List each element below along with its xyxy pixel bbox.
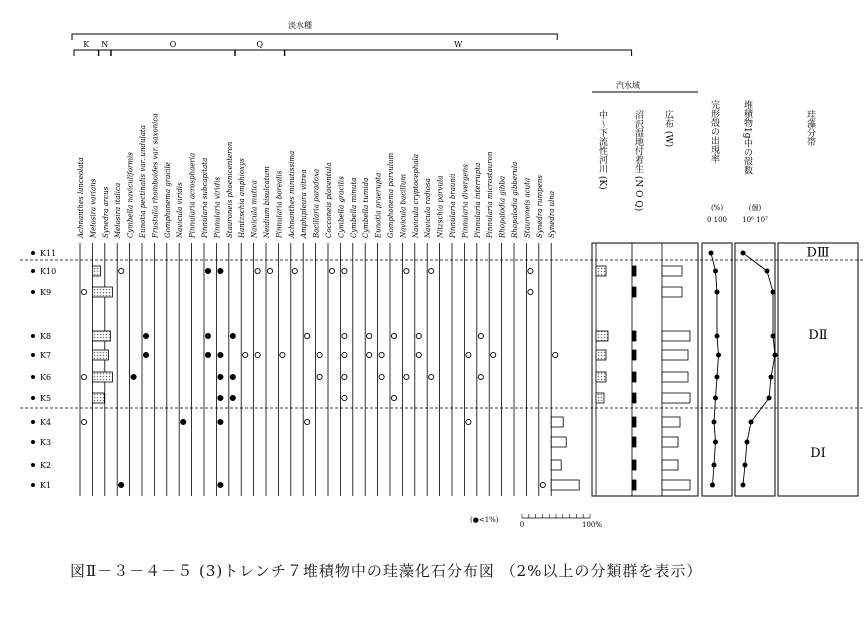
brackish-bar (596, 372, 606, 382)
taxon-label: Cymbella gracilis (337, 176, 346, 238)
brackish-bar (632, 460, 636, 470)
figure-caption: 図Ⅱ－３－４－５ (3)トレンチ７堆積物中の珪藻化石分布図 （2%以上の分類群を表示） (70, 562, 703, 580)
group-bracket (99, 50, 111, 56)
brackish-bar (632, 266, 636, 276)
rare-dot (181, 419, 186, 424)
dot-marker (553, 352, 558, 357)
line-point (713, 440, 718, 445)
dot-marker (342, 352, 347, 357)
abundance-bar (551, 437, 566, 447)
dot-marker (391, 395, 396, 400)
line-chart-unit: (個) (748, 204, 762, 212)
line-point (715, 334, 720, 339)
line-point (771, 334, 776, 339)
dot-marker (466, 352, 471, 357)
abundance-bar (92, 287, 112, 297)
taxon-label: Synedra ulna (548, 190, 557, 238)
group-label: Q (256, 40, 264, 49)
dot-marker (416, 352, 421, 357)
dot-marker (379, 352, 384, 357)
zone-label: DⅠ (810, 446, 826, 461)
line-chart-unit: (%) (710, 204, 724, 212)
brackish-bar (632, 331, 636, 341)
group-label: K (83, 40, 90, 49)
line-point (716, 353, 721, 358)
line-chart-frame (702, 243, 732, 496)
rare-dot (205, 352, 210, 357)
taxon-label: Hantzschia amphioxys (238, 158, 247, 238)
rare-dot (218, 419, 223, 424)
brackish-bar (632, 393, 636, 403)
dot-marker (255, 268, 260, 273)
taxon-label: Melosira varians (89, 178, 98, 238)
brackish-bar (662, 350, 688, 360)
rare-dot (218, 374, 223, 379)
abundance-bar (551, 480, 579, 490)
taxon-label: Bacillaria paradoxa (312, 168, 321, 238)
taxon-label: Melosira italica (114, 182, 123, 238)
brackish-bar (596, 266, 606, 276)
taxon-label: Eunotia praerupta (374, 172, 383, 238)
line-point (771, 290, 776, 295)
sample-label: K2 (40, 461, 52, 470)
dot-marker (317, 352, 322, 357)
abundance-bar (92, 372, 112, 382)
group-bracket (285, 50, 632, 56)
dot-marker (81, 419, 86, 424)
zone-label: DⅡ (808, 328, 828, 343)
taxon-label: Rhopalodia gibba (498, 175, 507, 238)
taxon-label: Cocconeis placentula (325, 162, 333, 238)
sample-dot (31, 353, 35, 357)
taxon-label: Cymbella tumida (362, 177, 371, 238)
line-point (741, 483, 746, 488)
brackish-bar (596, 393, 604, 403)
dot-marker (379, 374, 384, 379)
brackish-bar (662, 460, 678, 470)
rare-dot (143, 333, 148, 338)
taxon-label: Navicula viridis (176, 182, 185, 238)
taxon-label: Synedra arcus (101, 186, 110, 238)
sample-dot (31, 420, 35, 424)
sample-dot (31, 396, 35, 400)
sample-label: K6 (40, 373, 52, 382)
brackish-bar (632, 480, 636, 490)
taxon-label: Navicula mutica (250, 180, 259, 238)
line-point (713, 269, 718, 274)
rare-dot (218, 268, 223, 273)
rare-dot (230, 333, 235, 338)
line-point (769, 375, 774, 380)
dot-marker (478, 333, 483, 338)
taxon-label: Achnanthes lanceolata (77, 157, 85, 238)
line-point (765, 269, 770, 274)
taxon-label: Gomphonema gracile (163, 162, 172, 238)
sample-label: K10 (40, 267, 57, 276)
sample-label: K8 (40, 332, 52, 341)
group-label: W (454, 40, 463, 49)
taxon-label: Frustulia rhomboides var. saxonica (151, 113, 160, 238)
dot-marker (528, 268, 533, 273)
line-point (749, 420, 754, 425)
taxon-label: Achnanthes minutissima (287, 150, 296, 238)
brackish-panel (592, 243, 698, 496)
dot-marker (267, 268, 272, 273)
taxon-label: Pinnularia borealis (275, 170, 284, 238)
brackish-column-label: 広布 (W) (663, 110, 673, 148)
brackish-bar (662, 480, 690, 490)
brackish-bar (662, 372, 688, 382)
taxon-label: Stauroneis acuta (523, 177, 532, 238)
brackish-bar (596, 331, 608, 341)
taxon-label: Pinnularia acrosphaeria (188, 152, 197, 238)
sample-dot (31, 269, 35, 273)
sample-label: K3 (40, 438, 52, 447)
taxon-label: Synedra rumpens (535, 175, 544, 238)
sample-dot (31, 251, 35, 255)
abundance-bar (551, 417, 563, 427)
brackish-bar (662, 393, 690, 403)
sample-label: K4 (40, 418, 52, 427)
abundance-bar (92, 266, 100, 276)
taxon-label: Neidium bisulcatum (263, 166, 271, 238)
dot-marker (342, 395, 347, 400)
line-point (715, 375, 720, 380)
dot-marker (367, 333, 372, 338)
brackish-bar (662, 417, 680, 427)
abundance-bar (92, 393, 104, 403)
line-point (745, 440, 750, 445)
brackish-bar (662, 437, 678, 447)
group-bracket (235, 50, 284, 56)
dot-marker (243, 352, 248, 357)
line-point (709, 251, 714, 256)
sample-dot (31, 334, 35, 338)
dot-marker (478, 374, 483, 379)
line-series (743, 253, 775, 485)
taxon-label: Pinnularia viridis (213, 177, 222, 238)
rare-dot (205, 268, 210, 273)
zone-label: DⅢ (806, 245, 830, 261)
taxon-label: Rhopalodia gibberula (511, 161, 519, 238)
dot-marker (367, 352, 372, 357)
scale-end: 100% (582, 521, 603, 529)
line-series (711, 253, 719, 485)
taxon-label: Pinnularia braunii (449, 173, 457, 238)
dot-marker (305, 419, 310, 424)
brackish-bar (632, 417, 636, 427)
taxon-label: Pinnularia microstauron (486, 151, 495, 238)
line-point (743, 463, 748, 468)
brackish-label: 汽水域 (616, 81, 640, 90)
rare-dot (218, 482, 223, 487)
dot-marker (491, 352, 496, 357)
dot-marker (404, 374, 409, 379)
line-point (712, 420, 717, 425)
dot-marker (81, 289, 86, 294)
sample-dot (31, 440, 35, 444)
taxon-label: Navicula radiosa (424, 178, 433, 238)
line-point (741, 251, 746, 256)
taxon-label: Gomphonema parvulum (387, 152, 395, 238)
line-point (715, 290, 720, 295)
dot-marker (416, 333, 421, 338)
abundance-bar (92, 331, 110, 341)
brackish-bar (596, 350, 606, 360)
taxon-label: Cymbella minuta (349, 177, 358, 238)
taxon-label: Pinnularia interrupta (473, 162, 482, 238)
line-chart-frame (735, 243, 775, 496)
line-chart-axis: 0 100 (706, 216, 728, 224)
rare-dot (143, 352, 148, 357)
legend-dot-text: (●<1%) (470, 516, 499, 524)
taxon-label: Pinnularia divergens (461, 164, 470, 238)
rare-dot (230, 374, 235, 379)
taxon-label: Navicula cryptocephala (411, 154, 420, 238)
dot-marker (317, 374, 322, 379)
dot-marker (429, 374, 434, 379)
group-label: O (169, 40, 177, 49)
dot-marker (280, 352, 285, 357)
freshwater-label: 淡水種 (288, 21, 312, 30)
sample-label: K9 (40, 288, 52, 297)
zones-header: 珪藻分帯 (805, 110, 815, 146)
dot-marker (342, 268, 347, 273)
line-point (712, 463, 717, 468)
group-label: N (101, 40, 109, 49)
rare-dot (230, 395, 235, 400)
rare-dot (131, 374, 136, 379)
brackish-bar (632, 287, 636, 297)
sample-dot (31, 463, 35, 467)
dot-marker (466, 419, 471, 424)
sample-label: K1 (40, 481, 52, 490)
scale-start: 0 (519, 521, 525, 529)
taxon-label: Nitzschia parvula (436, 175, 445, 238)
brackish-column-label: 沼沢湿地付着生 (N O Q) (633, 110, 643, 212)
taxon-label: Cymbella naviculiformis (126, 152, 135, 238)
brackish-bar (662, 331, 690, 341)
sample-dot (31, 290, 35, 294)
dot-marker (342, 374, 347, 379)
dot-marker (119, 268, 124, 273)
dot-marker (292, 268, 297, 273)
brackish-bar (662, 266, 682, 276)
brackish-bar (632, 437, 636, 447)
abundance-bar (551, 460, 561, 470)
dot-marker (540, 482, 545, 487)
dot-marker (404, 268, 409, 273)
rare-dot (218, 395, 223, 400)
sample-label: K5 (40, 394, 52, 403)
dot-marker (81, 374, 86, 379)
line-point (773, 353, 778, 358)
rare-dot (205, 333, 210, 338)
dot-marker (342, 333, 347, 338)
brackish-bar (632, 350, 636, 360)
rare-dot (218, 352, 223, 357)
abundance-bar (92, 350, 108, 360)
freshwater-bracket (72, 34, 557, 40)
line-point (767, 396, 772, 401)
taxon-label: Navicula bacillum (399, 174, 408, 238)
dot-marker (329, 268, 334, 273)
taxon-label: Eunotia pectinalis var. undulata (139, 125, 147, 238)
brackish-column-label: 中〜下流性河川 (K) (597, 110, 607, 190)
sample-label: K7 (40, 351, 52, 360)
dot-marker (391, 333, 396, 338)
line-chart-label: 完形殻の出現率 (709, 100, 719, 163)
dot-marker (429, 268, 434, 273)
taxon-label: Amphipleura vitrea (300, 169, 309, 238)
line-chart-axis: 10⁶ 10⁷ (742, 216, 768, 224)
dot-marker (528, 289, 533, 294)
taxon-label: Stauroneis phoenicenteron (225, 141, 234, 238)
sample-label: K11 (40, 249, 57, 258)
group-bracket (111, 50, 235, 56)
line-chart-label: 堆積物1g中の殻数 (742, 100, 752, 175)
group-bracket (74, 50, 98, 56)
dot-marker (255, 352, 260, 357)
dot-marker (305, 333, 310, 338)
rare-dot (119, 482, 124, 487)
line-point (710, 483, 715, 488)
sample-dot (31, 483, 35, 487)
taxon-label: Pinnularia subcapitata (201, 157, 209, 238)
brackish-bar (662, 287, 682, 297)
brackish-bar (632, 372, 636, 382)
line-point (713, 396, 718, 401)
sample-dot (31, 375, 35, 379)
